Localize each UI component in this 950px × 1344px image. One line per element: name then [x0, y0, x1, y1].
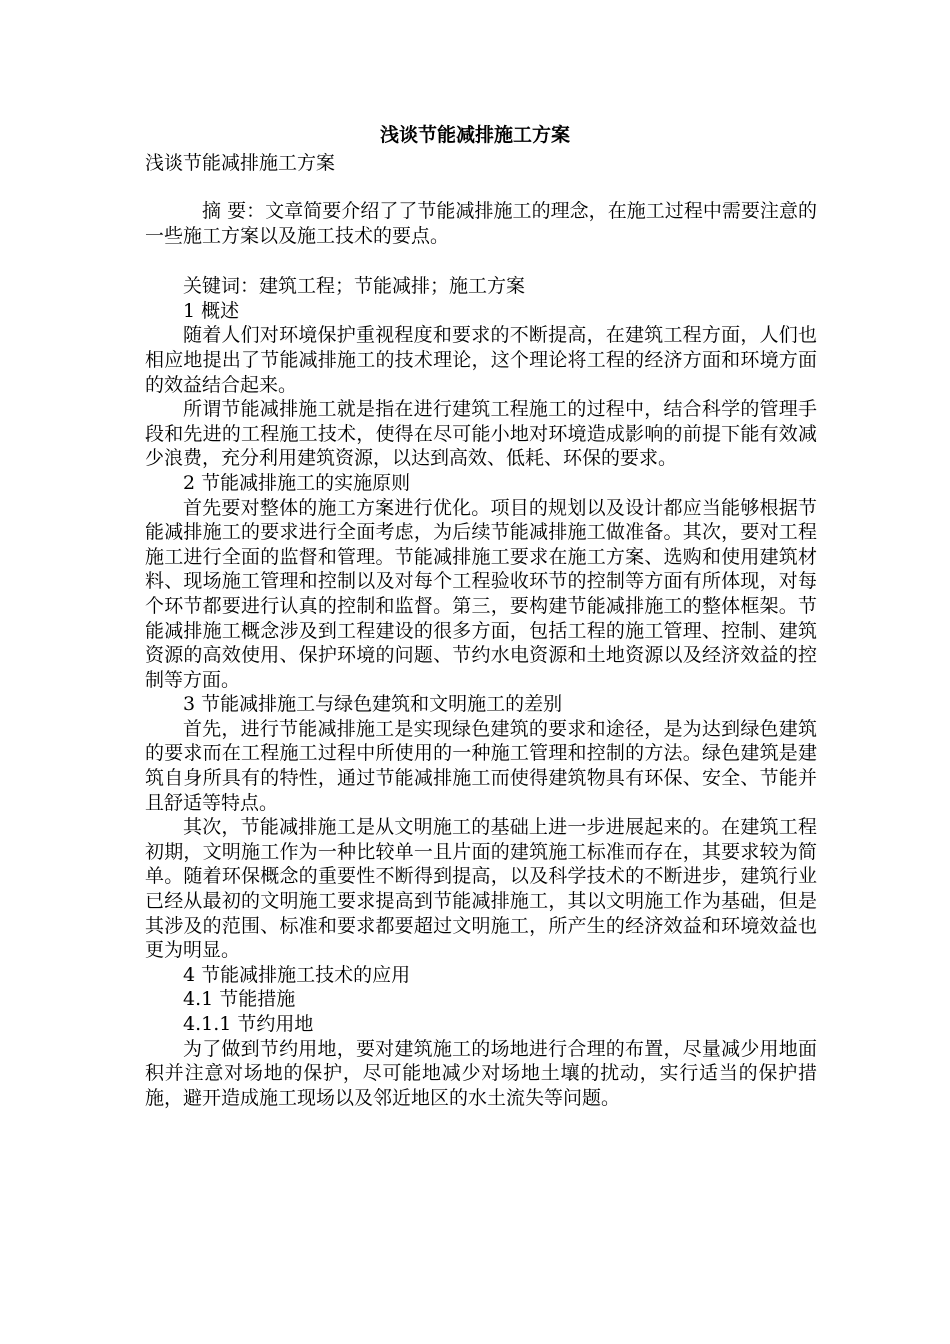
body-paragraph: 随着人们对环境保护重视程度和要求的不断提高，在建筑工程方面，人们也相应地提出了节能减排施工的技术理论，这个理论将工程的经济方面和环境方面的效益结合起来。 — [145, 324, 817, 396]
document-subtitle: 浅谈节能减排施工方案 — [145, 152, 336, 174]
body-paragraph: 首先要对整体的施工方案进行优化。项目的规划以及设计都应当能够根据节能减排施工的要求进行全面考虑，为后续节能减排施工做准备。其次，要对工程施工进行全面的监督和管理。节能减排施工要求在施工方案、选购和使用建筑材料、现场施工管理和控制以及对每个工程验收环节的控制等方面有所体现，对每个环节都要进行认真的控制和监督。第三，要构建节能减排施工的整体框架。节能减排施工概念涉及到工程建设的很多方面，包括工程的施工管理、控制、建筑资源的高效使用、保护环境的问题、节约水电资源和土地资源以及经济效益的控制等方面。 — [145, 496, 817, 691]
section-heading: 3 节能减排施工与绿色建筑和文明施工的差别 — [183, 693, 563, 716]
document-title: 浅谈节能减排施工方案 — [379, 124, 570, 146]
body-paragraph: 其次，节能减排施工是从文明施工的基础上进一步进展起来的。在建筑工程初期，文明施工作为一种比较单一且片面的建筑施工标准而存在，其要求较为简单。随着环保概念的重要性不断得到提高，以及科学技术的不断进步，建筑行业已经从最初的文明施工要求提高到节能减排施工，其以文明施工作为基础，但是其涉及的范围、标准和要求都要超过文明施工，所产生的经济效益和环境效益也更为明显。 — [145, 816, 817, 962]
abstract-paragraph: 摘 要：文章简要介绍了了节能减排施工的理念，在施工过程中需要注意的一些施工方案以及施工技术的要点。 — [145, 200, 817, 247]
document-body — [145, 199, 817, 1110]
blank-line — [145, 248, 817, 274]
section-heading: 2 节能减排施工的实施原则 — [183, 471, 411, 494]
section-heading: 1 概述 — [183, 299, 240, 322]
body-paragraph: 为了做到节约用地，要对建筑施工的场地进行合理的布置，尽量减少用地面积并注意对场地的保护，尽可能地减少对场地土壤的扰动，实行适当的保护措施，避开造成施工现场以及邻近地区的水土流失等问题。 — [145, 1037, 817, 1109]
keywords-line: 关键词：建筑工程；节能减排；施工方案 — [183, 275, 526, 298]
body-paragraph: 所谓节能减排施工就是指在进行建筑工程施工的过程中，结合科学的管理手段和先进的工程施工技术，使得在尽可能小地对环境造成影响的前提下能有效减少浪费，充分利用建筑资源，以达到高效、低耗、环保的要求。 — [145, 398, 817, 470]
body-paragraph: 首先，进行节能减排施工是实现绿色建筑的要求和途径，是为达到绿色建筑的要求而在工程施工过程中所使用的一种施工管理和控制的方法。绿色建筑是建筑自身所具有的特性，通过节能减排施工而使得建筑物具有环保、安全、节能并且舒适等特点。 — [145, 717, 817, 814]
subsection-heading: 4.1 节能措施 — [183, 988, 296, 1011]
section-heading: 4 节能减排施工技术的应用 — [183, 963, 411, 986]
subsubsection-heading: 4.1.1 节约用地 — [183, 1013, 314, 1035]
